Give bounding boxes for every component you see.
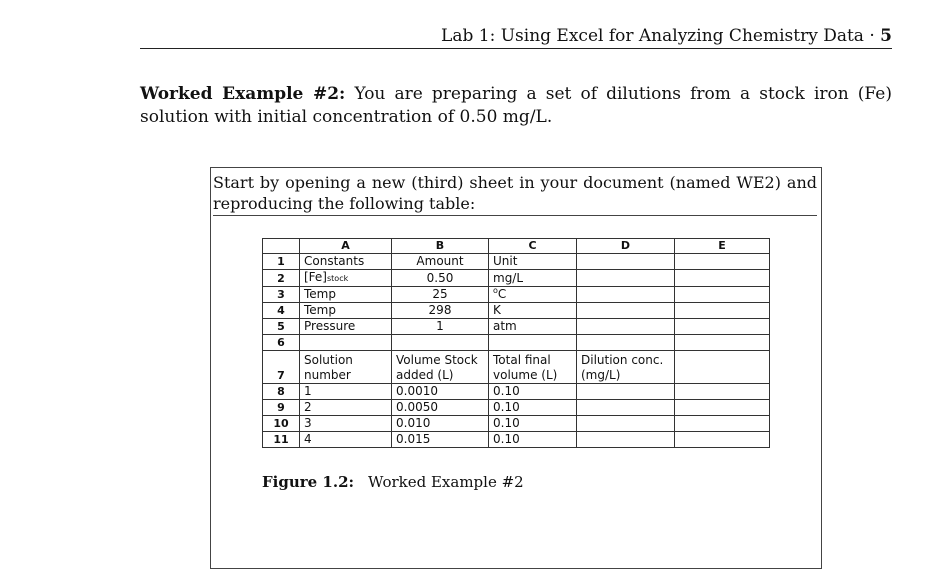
cell: Unit [489,254,577,270]
cell: 4 [300,432,392,448]
cell: mg/L [489,270,577,287]
cell: Solution number [300,351,392,384]
table-row [263,303,770,319]
cell: 1 [392,319,489,335]
table-row [263,384,770,400]
column-header-b: B [392,239,489,254]
row-number: 11 [263,432,300,448]
cell: 0.10 [489,400,577,416]
cell: Total final volume (L) [489,351,577,384]
table-row [263,287,770,303]
worked-example-text: You are preparing a set of dilutions from a stock iron (Fe) solution with initial concentration of 0.50 mg/L. [140,84,892,127]
page-header [140,24,892,49]
table-row [263,416,770,432]
cell [577,384,675,400]
row-number: 6 [263,335,300,351]
column-header-e: E [675,239,770,254]
cell: 0.0010 [392,384,489,400]
page-number: 5 [880,26,892,46]
row-number: 8 [263,384,300,400]
cell: Constants [300,254,392,270]
row-number: 9 [263,400,300,416]
cell: Volume Stock added (L) [392,351,489,384]
figure-caption [262,473,524,491]
cell: 0.10 [489,416,577,432]
row-number: 2 [263,270,300,287]
cell: Pressure [300,319,392,335]
cell [392,335,489,351]
cell [489,335,577,351]
column-header-a: A [300,239,392,254]
figure-label: Figure 1.2: [262,473,355,491]
cell [577,432,675,448]
cell [577,270,675,287]
table-row [263,319,770,335]
spreadsheet-table [262,238,770,448]
cell: atm [489,319,577,335]
cell [675,319,770,335]
cell [577,416,675,432]
cell: Dilution conc. (mg/L) [577,351,675,384]
table-row [263,270,770,287]
column-header-c: C [489,239,577,254]
cell: K [489,303,577,319]
worked-example-label: Worked Example #2: [140,84,346,104]
cell [675,335,770,351]
column-header-row [263,239,770,254]
row-number: 4 [263,303,300,319]
table-row [263,335,770,351]
cell: [Fe]stock [300,270,392,287]
cell: 0.50 [392,270,489,287]
cell: 2 [300,400,392,416]
row-number: 7 [263,351,300,384]
row-number: 5 [263,319,300,335]
figure-caption-text: Worked Example #2 [368,473,524,491]
cell: Amount [392,254,489,270]
cell: $^o$C [489,287,577,303]
cell [675,254,770,270]
table-row [263,432,770,448]
instruction-text: Start by opening a new (third) sheet in your document (named WE2) and reproducing the following table: [213,172,817,216]
row-number: 1 [263,254,300,270]
cell [675,351,770,384]
worked-example-intro [140,83,892,129]
cell [577,400,675,416]
cell: 3 [300,416,392,432]
cell [675,432,770,448]
cell: 1 [300,384,392,400]
table-row [263,254,770,270]
cell: 0.10 [489,384,577,400]
table-row [263,400,770,416]
cell: Temp [300,287,392,303]
column-header-d: D [577,239,675,254]
cell [300,335,392,351]
cell [675,303,770,319]
cell: Temp [300,303,392,319]
header-title: Lab 1: Using Excel for Analyzing Chemistry Data · 5 [441,26,892,46]
cell: 25 [392,287,489,303]
cell: 298 [392,303,489,319]
cell [675,270,770,287]
cell: 0.015 [392,432,489,448]
cell [577,303,675,319]
cell: 0.10 [489,432,577,448]
table-row [263,351,770,384]
cell [577,254,675,270]
cell [675,384,770,400]
cell [675,416,770,432]
row-number: 3 [263,287,300,303]
cell: 0.0050 [392,400,489,416]
corner-cell [263,239,300,254]
cell [577,335,675,351]
cell [577,287,675,303]
cell: 0.010 [392,416,489,432]
row-number: 10 [263,416,300,432]
cell [675,400,770,416]
cell [675,287,770,303]
cell [577,319,675,335]
